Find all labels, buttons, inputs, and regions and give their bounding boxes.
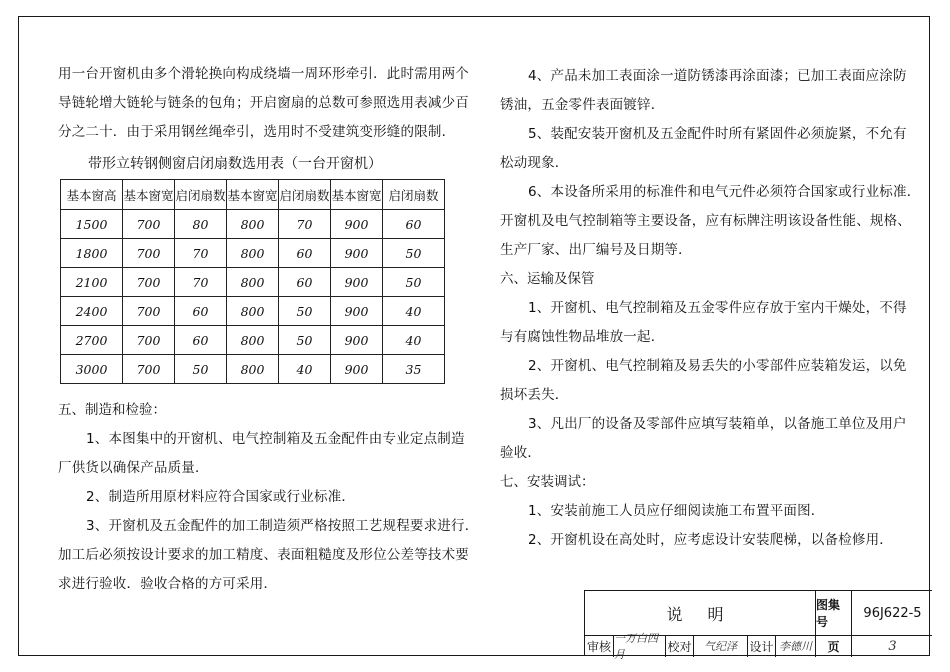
table-row <box>61 239 445 268</box>
design-signature: 李德川 <box>775 635 815 657</box>
paragraph-line: 求进行验收．验收合格的方可采用． <box>58 576 278 592</box>
spacer <box>58 384 458 396</box>
paragraph-line: 锈油，五金零件表面镀锌． <box>500 97 665 113</box>
table-cell: 900 <box>331 355 383 384</box>
drawing-title: 说 明 <box>666 604 734 624</box>
col-header: 启闭扇数 <box>175 180 227 210</box>
section-title: 七、安装调试： <box>500 474 595 490</box>
title-block <box>584 590 932 661</box>
paragraph-line: 损坏丢失． <box>500 387 569 403</box>
paragraph-line: 加工后必须按设计要求的加工精度、表面粗糙度及形位公差等技术要 <box>58 547 469 563</box>
paragraph-line: 生产厂家、出厂编号及日期等． <box>500 242 692 258</box>
table-cell: 800 <box>227 326 279 355</box>
paragraph-line: 3、凡出厂的设备及零部件应填写装箱单，以备施工单位及用户 <box>528 416 907 432</box>
table-cell: 60 <box>175 297 227 326</box>
table-cell: 800 <box>227 210 279 239</box>
table-cell: 700 <box>123 355 175 384</box>
paragraph-line: 开窗机及电气控制箱等主要设备，应有标牌注明该设备性能、规格、 <box>500 213 911 229</box>
table-cell: 40 <box>279 355 331 384</box>
table-cell: 70 <box>175 268 227 297</box>
intro-line: 分之二十．由于采用钢丝绳牵引，选用时不受建筑变形缝的限制． <box>58 124 456 140</box>
paragraph-line: 1、开窗机、电气控制箱及五金零件应存放于室内干燥处，不得 <box>528 300 907 316</box>
table-cell: 900 <box>331 210 383 239</box>
table-cell: 800 <box>227 297 279 326</box>
table-cell: 900 <box>331 297 383 326</box>
table-title: 带形立转钢侧窗启闭扇数选用表（一台开窗机） <box>88 156 382 172</box>
table-cell: 50 <box>175 355 227 384</box>
col-header: 基本窗宽 <box>331 180 383 210</box>
page-label: 页 <box>815 635 851 657</box>
paragraph-line: 4、产品未加工表面涂一道防锈漆再涂面漆；已加工表面应涂防 <box>528 68 907 84</box>
table-cell: 70 <box>279 210 331 239</box>
table-cell: 700 <box>123 239 175 268</box>
table-cell: 900 <box>331 268 383 297</box>
table-cell: 2400 <box>61 297 123 326</box>
table-cell: 60 <box>279 268 331 297</box>
table-row <box>61 355 445 384</box>
atlas-number: 96J622-5 <box>851 591 933 635</box>
table-cell: 40 <box>383 297 445 326</box>
table-cell: 3000 <box>61 355 123 384</box>
table-cell: 700 <box>123 210 175 239</box>
table-cell: 800 <box>227 239 279 268</box>
table-row <box>61 210 445 239</box>
right-column <box>500 62 921 555</box>
paragraph-line: 验收． <box>500 445 542 461</box>
paragraph-line: 松动现象． <box>500 155 569 171</box>
table-row <box>61 297 445 326</box>
paragraph-line: 1、安装前施工人员应仔细阅读施工布置平面图． <box>528 503 825 519</box>
table-cell: 50 <box>383 268 445 297</box>
paragraph-line: 2、开窗机设在高处时，应考虑设计安装爬梯，以备检修用． <box>528 532 893 548</box>
section-title: 五、制造和检验： <box>58 402 166 418</box>
table-cell: 1800 <box>61 239 123 268</box>
table-header-row <box>61 180 445 210</box>
table-cell: 60 <box>175 326 227 355</box>
paragraph-line: 厂供货以确保产品质量． <box>58 460 209 476</box>
table-cell: 2700 <box>61 326 123 355</box>
selection-table <box>60 179 445 384</box>
section-title: 六、运输及保管 <box>500 271 595 287</box>
intro-line: 用一台开窗机由多个滑轮换向构成绕墙一周环形牵引．此时需用两个 <box>58 66 469 82</box>
table-cell: 50 <box>383 239 445 268</box>
table-cell: 800 <box>227 268 279 297</box>
table-cell: 50 <box>279 297 331 326</box>
design-label: 设计 <box>747 635 775 657</box>
paragraph-line: 1、本图集中的开窗机、电气控制箱及五金配件由专业定点制造 <box>86 431 465 447</box>
col-header: 基本窗宽 <box>227 180 279 210</box>
review-signature: 一万白四月 <box>613 635 665 657</box>
table-cell: 900 <box>331 326 383 355</box>
paragraph-line: 2、开窗机、电气控制箱及易丢失的小零部件应装箱发运，以免 <box>528 358 907 374</box>
table-cell: 40 <box>383 326 445 355</box>
table-cell: 700 <box>123 297 175 326</box>
col-header: 基本窗高 <box>61 180 123 210</box>
left-column <box>58 60 479 599</box>
review-label: 审核 <box>586 639 611 654</box>
table-cell: 60 <box>279 239 331 268</box>
table-cell: 70 <box>175 239 227 268</box>
table-cell: 1500 <box>61 210 123 239</box>
check-label: 校对 <box>665 635 693 657</box>
paragraph-line: 3、开窗机及五金配件的加工制造须严格按照工艺规程要求进行． <box>86 518 479 534</box>
col-header: 启闭扇数 <box>279 180 331 210</box>
table-cell: 60 <box>383 210 445 239</box>
table-cell: 50 <box>279 326 331 355</box>
table-row <box>61 326 445 355</box>
table-cell: 700 <box>123 326 175 355</box>
check-signature: 气纪泽 <box>693 635 747 657</box>
table-cell: 35 <box>383 355 445 384</box>
paragraph-line: 与有腐蚀性物品堆放一起． <box>500 329 665 345</box>
atlas-number-label: 图集号 <box>815 591 851 635</box>
paragraph-line: 6、本设备所采用的标准件和电气元件必须符合国家或行业标准． <box>528 184 921 200</box>
page-number: 3 <box>851 635 933 657</box>
table-cell: 2100 <box>61 268 123 297</box>
table-cell: 700 <box>123 268 175 297</box>
table-cell: 800 <box>227 355 279 384</box>
intro-line: 导链轮增大链轮与链条的包角；开启窗扇的总数可参照选用表减少百 <box>58 95 469 111</box>
table-cell: 900 <box>331 239 383 268</box>
paragraph-line: 5、装配安装开窗机及五金配件时所有紧固件必须旋紧，不允有 <box>528 126 907 142</box>
col-header: 启闭扇数 <box>383 180 445 210</box>
col-header: 基本窗宽 <box>123 180 175 210</box>
table-row <box>61 268 445 297</box>
paragraph-line: 2、制造所用原材料应符合国家或行业标准． <box>86 489 356 505</box>
title-block-bottom-row <box>585 632 932 661</box>
table-cell: 80 <box>175 210 227 239</box>
